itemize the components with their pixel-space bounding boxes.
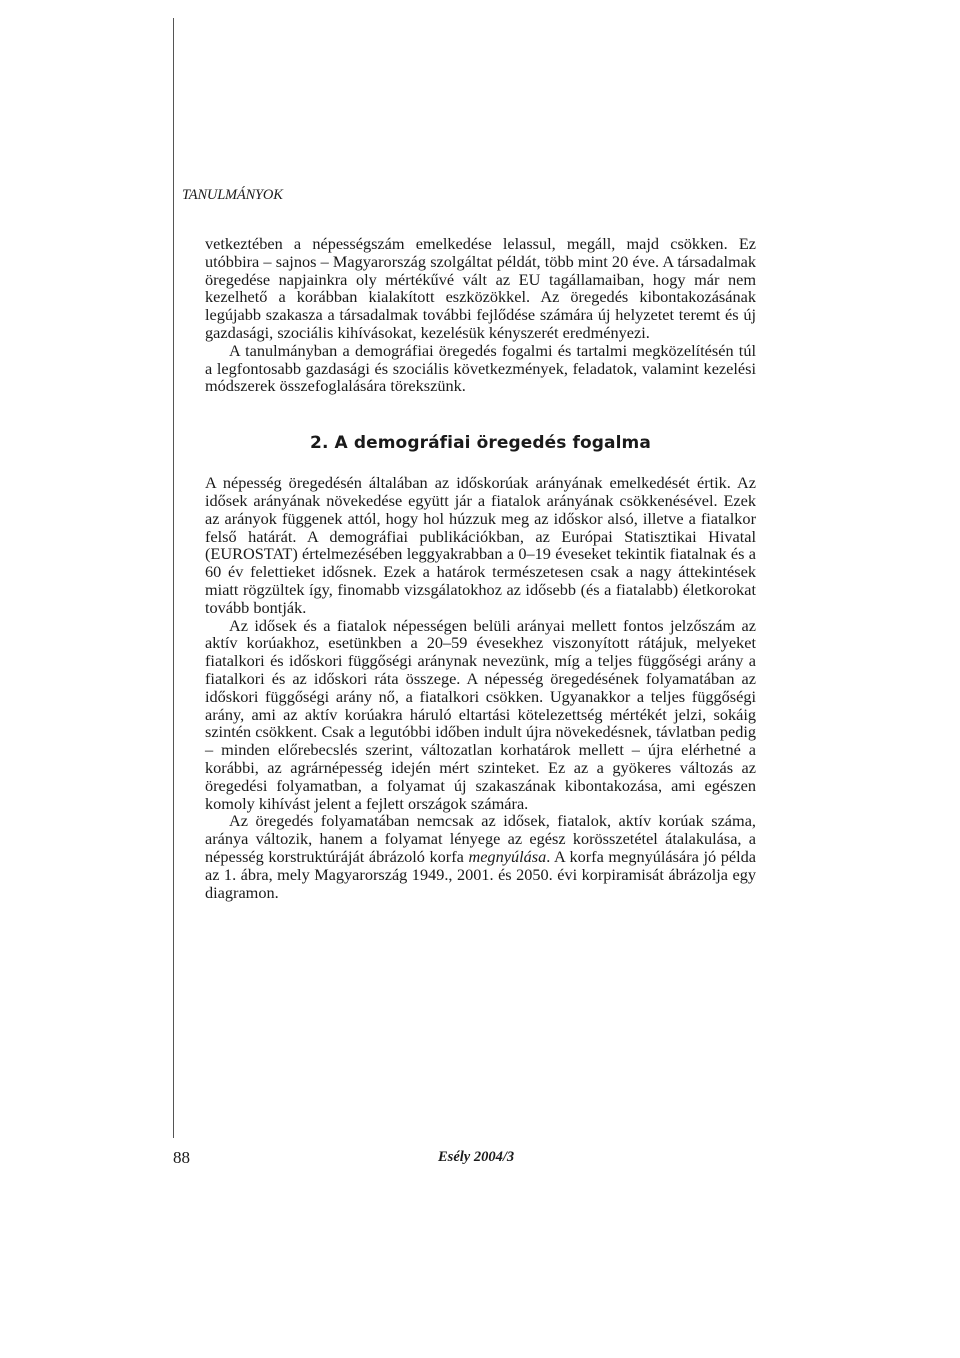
paragraph-text: . A korfa megnyúlására jó példa az 1. ábra, mely Magyarország 1949., 2001. és 2050. évi korpiramisát ábrázolja egy diagramon. (205, 846, 756, 902)
margin-rule (173, 18, 174, 1138)
paragraph (205, 812, 756, 901)
paragraph: Az idősek és a fiatalok népességen belüli arányai mellett fontos jelzőszám az aktív korúakhoz, esetünkben a 20–59 évesekhez viszonyított rátájuk, melyeket fiatalkori és időskori függőségi aránynak nevezünk, míg a teljes függőségi arány a fiatalkori és az időskori ráta összege. A népesség öregedésének folyamatában az időskori függőségi arány nő, a fiatalkori csökken. Ugyanakkor a teljes függőségi arány, ami az aktív korúakra háruló eltartási kötelezettség mértékét jelzi, sokáig szintén csökkent. Csak a legutóbbi időben indult újra növekedésnek, távlatban pedig – minden előrebecslés szerint, változatlan korhatárok mellett – újra elérhetné a korábbi, az agrárnépesség idején mért szinteket. Ez az a gyökeres változás az öregedési folyamatban, a folyamat új szakaszának kibontakozása, ami egészen komoly kihívást jelent a fejlett országok számára. (205, 615, 756, 813)
article-body (205, 235, 756, 901)
section-label: TANULMÁNYOK (182, 187, 283, 203)
journal-title: Esély 2004/3 (438, 1149, 515, 1165)
section-heading: 2. A demográfiai öregedés fogalma (310, 433, 651, 454)
paragraph: vetkeztében a népességszám emelkedése lelassul, megáll, majd csökken. Ez utóbbira – sajnos – Magyarország szolgáltat példát, több mint 20 éve. A társadalmak öregedése napjainkra oly mértékűvé vált az EU tagállamaiban, hogy már nem kezelhető a korábban kialakított eszközökkel. Az öregedés kibontakozásának legújabb szakasza a társadalmak további fejlődése számára új helyzetet teremt és új gazdasági, szociális kihívásokat, kezelésük kényszerét eredményezi. (205, 234, 756, 342)
paragraph-text: Az öregedés folyamatában nemcsak az idősek, fiatalok, aktív korúak száma, aránya változik, hanem a folyamat lényege az egész korösszetétel átalakulása, a népesség korstruktúráját ábrázoló korfa (205, 811, 756, 866)
emphasized-term: megnyúlása (468, 846, 547, 866)
paragraph: A népesség öregedésén általában az időskorúak arányának emelkedését értik. Az idősek arányának növekedése együtt jár a fiatalok arányának csökkenésével. Ezek az arányok függenek attól, hogy hol húzzuk meg az időskor alsó, illetve a fiatalkor felső határát. A demográfiai publikációkban, az Európai Statisztikai Hivatal (EUROSTAT) értelmezésében leggyakrabban a 0–19 éveseket tekintik fiatalnak és a 60 év felettieket idősnek. Ezek a határok természetesen csak a nagy áttekintések miatt rögzültek így, finomabb vizsgálatokhoz az idősebb (és a fiatalabb) életkorokat tovább bontják. (205, 473, 756, 617)
paragraph: A tanulmányban a demográfiai öregedés fogalmi és tartalmi megközelítésén túl a legfontosabb gazdasági és szociális következmények, feladatok, valamint kezelési módszerek összefoglalására törekszünk. (205, 340, 756, 396)
page-number: 88 (173, 1148, 190, 1167)
